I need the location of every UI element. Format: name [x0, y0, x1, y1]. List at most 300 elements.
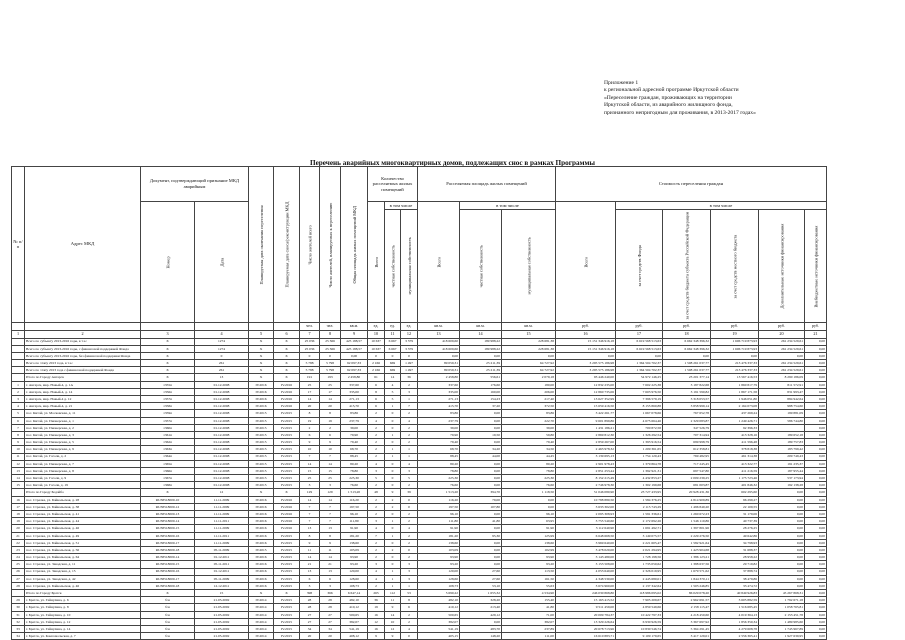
table-cell: 78,80: [341, 467, 368, 474]
table-cell: 01.12.2011: [195, 568, 249, 575]
table-cell: 1 745 967,89: [759, 626, 805, 633]
table-cell: 213 476 337,33: [711, 360, 759, 367]
header-doc-group: Документ, подтверждающий признание МКД аварийным: [141, 167, 249, 202]
table-cell: 12 832 235,00: [556, 381, 616, 388]
table-cell: 1361п: [141, 431, 195, 438]
table-row: [12, 611, 827, 618]
table-cell: 01.12.2008: [195, 396, 249, 403]
table-cell: 213,40: [460, 604, 502, 611]
table-cell: 0,00: [805, 467, 827, 474]
table-cell: 79,00: [460, 496, 502, 503]
table-cell: 482,10: [418, 597, 460, 604]
table-cell: 10: [320, 446, 341, 453]
table-cell: 187 955,44: [759, 467, 805, 474]
table-body: [12, 338, 827, 640]
table-cell: 0: [385, 482, 401, 489]
table-row: [12, 568, 827, 575]
table-cell: 225,30: [418, 475, 460, 482]
table-cell: 225,30: [341, 475, 368, 482]
table-cell: 125,99: [502, 532, 556, 539]
table-cell: 700 872,58: [616, 424, 663, 431]
table-cell: 1358п: [141, 403, 195, 410]
table-cell: 0,00: [759, 539, 805, 546]
table-cell: 0,00: [460, 352, 502, 359]
table-cell: 3 858 999,14: [663, 403, 711, 410]
table-cell: IV.2015: [274, 597, 300, 604]
col-number: 19: [711, 330, 759, 338]
table-cell: 10 637: [368, 345, 385, 352]
table-cell: 0: [385, 525, 401, 532]
table-cell: 79,40: [418, 439, 460, 446]
table-cell: 79,90: [341, 431, 368, 438]
table-cell: 68,70: [341, 446, 368, 453]
table-cell: 12: [385, 626, 401, 633]
table-cell: 10: [12, 446, 25, 453]
table-cell: RU38518000-17: [141, 539, 195, 546]
col-number: 18: [663, 330, 711, 338]
table-cell: г. Ангарск, мкр. Новый-4, д. 21: [25, 403, 141, 410]
table-cell: 394,70: [460, 489, 502, 496]
table-cell: 0,00: [460, 618, 502, 625]
table-cell: 4: [368, 417, 385, 424]
table-cell: 78,80: [418, 467, 460, 474]
table-cell: 4 218 450,60: [663, 611, 711, 618]
table-cell: б/н: [141, 604, 195, 611]
table-cell: 148,20: [460, 633, 502, 640]
table-cell: 372,50: [502, 403, 556, 410]
table-cell: 197,50: [341, 503, 368, 510]
table-cell: IV.2016: [274, 396, 300, 403]
table-cell: RU38518000-16: [141, 568, 195, 575]
table-cell: 2 158 115,47: [663, 604, 711, 611]
table-cell: 0,00: [805, 590, 827, 597]
table-cell: г. Братск, ул. Гайнулина, д. 14: [25, 626, 141, 633]
table-cell: IV.2014: [249, 626, 274, 633]
table-cell: 76,60: [341, 482, 368, 489]
table-cell: 0: [300, 352, 320, 359]
col-number: 21: [805, 330, 827, 338]
units-row: [12, 322, 827, 330]
table-cell: пос. Стрелка, ул. Заводская, д. 11: [25, 561, 141, 568]
table-cell: 3 112 640,90: [556, 525, 616, 532]
table-cell: 96,10: [502, 511, 556, 518]
table-cell: 2: [385, 496, 401, 503]
table-cell: 96,10: [418, 511, 460, 518]
table-row: [12, 575, 827, 582]
table-cell: 13: [300, 568, 320, 575]
header-cost-extra: Дополнительные источники финансирования: [759, 210, 805, 323]
table-cell: 3: [320, 482, 341, 489]
table-cell: 206,00: [502, 388, 556, 395]
header-cost-including: в том числе: [616, 202, 827, 210]
table-cell: 1 513,20: [418, 489, 460, 496]
table-cell: 19: [368, 604, 385, 611]
table-cell: 2 556 365,41: [711, 633, 759, 640]
header-area-group: Расселяемая площадь жилых помещений: [418, 167, 556, 202]
table-cell: 129: [320, 489, 341, 496]
table-cell: 38 479,86: [711, 575, 759, 582]
table-cell: 12.12.2011: [195, 582, 249, 589]
table-cell: 3: [320, 582, 341, 589]
table-cell: 7: [320, 511, 341, 518]
header-rooms-including: в том числе: [385, 202, 418, 210]
table-cell: 3: [368, 518, 385, 525]
table-cell: 0: [401, 503, 418, 510]
table-cell: 9 511 459,00: [556, 604, 616, 611]
table-cell: 24: [12, 554, 25, 561]
table-cell: 1 946 051,80: [711, 396, 759, 403]
table-row: [12, 503, 827, 510]
table-cell: 500,65: [341, 611, 368, 618]
appendix-line: «Переселение граждан, проживающих на территории: [604, 94, 732, 101]
table-cell: 44,45: [502, 453, 556, 460]
table-cell: 0,00: [460, 525, 502, 532]
table-cell: 3 633 302,00: [556, 503, 616, 510]
table-cell: 01.12.2008: [195, 439, 249, 446]
table-row: [12, 475, 827, 482]
table-cell: 14: [385, 611, 401, 618]
table-cell: RU38518000-15: [141, 525, 195, 532]
table-cell: пос. Стрелка, ул. Байкальская, д. 56: [25, 546, 141, 553]
table-cell: 6 647,14: [341, 590, 368, 597]
table-cell: 2 172 692,26: [616, 518, 663, 525]
table-cell: 79,40: [341, 439, 368, 446]
table-cell: г. Братск, ул. Гайнулина, д. 10: [25, 611, 141, 618]
unit-cell: ед.: [385, 322, 401, 330]
table-cell: IV.2016: [249, 539, 274, 546]
table-cell: IV.2016: [249, 388, 274, 395]
table-cell: 10 637: [368, 338, 385, 345]
table-cell: IV.2016: [249, 525, 274, 532]
header-rooms-total: Всего: [368, 202, 385, 323]
table-cell: 3 969 640,00: [556, 539, 616, 546]
header-rooms-municipal: муниципальная собственность: [401, 210, 418, 323]
table-cell: г. Ангарск, мкр. Новый-4, д. 14: [25, 388, 141, 395]
table-cell: 1 260 672,23: [663, 511, 711, 518]
table-cell: 189 988,22: [460, 338, 502, 345]
table-cell: 7 603 976,50: [616, 388, 663, 395]
table-cell: 12: [368, 618, 385, 625]
table-cell: 25 036: [300, 338, 320, 345]
table-cell: 54 972 146,25: [616, 374, 663, 381]
table-cell: IV.2015: [249, 460, 274, 467]
table-cell: 1 606 719 873,93: [711, 338, 759, 345]
table-row: [12, 582, 827, 589]
table-cell: 9: [300, 539, 320, 546]
table-cell: 01.12.2008: [195, 388, 249, 395]
table-cell: 01.12.2008: [195, 460, 249, 467]
table-cell: пос. Стрелка, ул. Байкальская, д. 41: [25, 511, 141, 518]
table-cell: 1: [385, 403, 401, 410]
table-cell: 4: [12, 403, 25, 410]
header-residents-total: Число жителей всего: [300, 167, 320, 323]
table-cell: 189 757,83: [759, 439, 805, 446]
table-cell: 11: [320, 546, 341, 553]
table-cell: Х: [249, 489, 274, 496]
table-cell: 3: [12, 396, 25, 403]
table-cell: 1 497: [401, 360, 418, 367]
table-cell: IV.2015: [249, 410, 274, 417]
table-row: [12, 554, 827, 561]
table-cell: 40 849 926,83: [711, 590, 759, 597]
table-cell: 410,12: [341, 604, 368, 611]
table-cell: RU38518000-18: [141, 582, 195, 589]
table-cell: 13: [300, 525, 320, 532]
table-row: [12, 496, 827, 503]
table-cell: 01.12.2008: [195, 424, 249, 431]
table-cell: 271,13: [418, 396, 460, 403]
table-cell: 261 234 529,61: [759, 345, 805, 352]
table-cell: IV.2015: [274, 532, 300, 539]
table-cell: IV.2015: [274, 568, 300, 575]
table-cell: Х: [274, 367, 300, 374]
header-rooms-group: Количество расселяемых жилых помещений: [368, 167, 418, 202]
table-cell: 111,80: [341, 518, 368, 525]
table-cell: IV.2016: [249, 554, 274, 561]
table-cell: 79,90: [418, 431, 460, 438]
table-cell: 261: [195, 360, 249, 367]
table-cell: 2 166: [368, 367, 385, 374]
table-cell: 2: [401, 539, 418, 546]
table-cell: 1 792 671,18: [759, 597, 805, 604]
table-cell: 108,73: [418, 582, 460, 589]
table-cell: Х: [274, 345, 300, 352]
header-cost-offbudget: Внебюджетные источники финансирования: [805, 210, 827, 323]
table-cell: 461 314,38: [711, 453, 759, 460]
unit-cell: ед.: [401, 322, 418, 330]
table-cell: 1 497: [401, 367, 418, 374]
table-cell: 0,00: [805, 511, 827, 518]
table-cell: 20 928 431,36: [663, 489, 711, 496]
table-cell: 4: [401, 525, 418, 532]
table-cell: 0,00: [805, 525, 827, 532]
table-cell: пос. Стрелка, ул. Байкальская, д. 46: [25, 582, 141, 589]
table-cell: IV.2014: [249, 597, 274, 604]
table-cell: 261: [195, 367, 249, 374]
table-cell: 5 798: [320, 360, 341, 367]
table-cell: пос. Стрелка, ул. Байкальская, д. 64: [25, 554, 141, 561]
table-cell: IV.2016: [249, 381, 274, 388]
table-cell: 0: [320, 352, 341, 359]
table-cell: 382,07: [341, 618, 368, 625]
table-total-row: [12, 590, 827, 597]
table-cell: IV.2015: [249, 439, 274, 446]
col-number: 20: [759, 330, 805, 338]
table-cell: 1 302 199,68: [616, 482, 663, 489]
table-cell: 160,00: [460, 388, 502, 395]
table-cell: 1 860 817,79: [711, 381, 759, 388]
table-cell: 13: [12, 467, 25, 474]
table-cell: 155,40: [502, 597, 556, 604]
table-cell: IV.2015: [274, 439, 300, 446]
table-cell: пос. Китой, ул. Пионерская, д. 8: [25, 467, 141, 474]
table-cell: 7 602 225,38: [616, 381, 663, 388]
table-cell: 1274: [195, 345, 249, 352]
table-cell: 64 727,92: [502, 360, 556, 367]
header-planned-resettle-date: Планируемая дата окончания переселения: [249, 167, 274, 323]
table-cell: 10 788 880,50: [556, 496, 616, 503]
table-cell: IV.2015: [249, 546, 274, 553]
table-cell: 12 860 735,06: [556, 388, 616, 395]
table-cell: 1 431 186,21: [556, 424, 616, 431]
table-cell: 0: [385, 352, 401, 359]
table-cell: пос. Стрелка, ул. Байкальская, д. 44: [25, 518, 141, 525]
table-cell: 1 058 765,81: [759, 604, 805, 611]
table-cell: 11.11.2009: [195, 496, 249, 503]
table-cell: 0,00: [460, 554, 502, 561]
table-cell: 237,79: [418, 417, 460, 424]
table-cell: 0,00: [805, 582, 827, 589]
table-cell: 45 267 868,31: [759, 590, 805, 597]
table-cell: 228 681,38: [502, 338, 556, 345]
table-cell: 6 662 348 396,32: [663, 338, 711, 345]
table-cell: 4 814 909,89: [663, 496, 711, 503]
table-cell: б/н: [141, 597, 195, 604]
table-cell: Х: [274, 374, 300, 381]
table-cell: 25: [320, 475, 341, 482]
table-cell: IV.2015: [274, 633, 300, 640]
table-cell: 1: [401, 446, 418, 453]
table-cell: 1 209 361,65: [616, 446, 663, 453]
table-cell: IV.2016: [274, 518, 300, 525]
table-cell: 7: [320, 503, 341, 510]
table-total-row: [12, 374, 827, 381]
table-cell: IV.2016: [249, 496, 274, 503]
table-cell: 59,80: [502, 431, 556, 438]
table-cell: 0: [385, 554, 401, 561]
table-cell: IV.2015: [274, 431, 300, 438]
table-cell: 0: [401, 496, 418, 503]
table-cell: 2: [401, 532, 418, 539]
table-cell: 197,50: [418, 503, 460, 510]
table-cell: 2: [385, 546, 401, 553]
table-cell: 5 690,22: [418, 590, 460, 597]
table-cell: 1356п: [141, 388, 195, 395]
table-cell: 482,10: [341, 597, 368, 604]
table-cell: 1: [401, 453, 418, 460]
table-cell: 91,90: [418, 525, 460, 532]
header-doc-date: Дата: [195, 202, 249, 323]
table-cell: 1 508 261 037,77: [663, 367, 711, 374]
table-cell: 14: [320, 460, 341, 467]
table-cell: 93,20: [502, 561, 556, 568]
table-cell: 1 423 904,68: [663, 546, 711, 553]
header-total-area: Общая площадь жилых помещений МКД: [341, 167, 368, 323]
table-cell: 64 727,92: [502, 367, 556, 374]
table-total-row: [12, 489, 827, 496]
table-cell: 3 379: [401, 345, 418, 352]
table-cell: 6: [300, 431, 320, 438]
table-cell: 405,15: [418, 633, 460, 640]
table-cell: 1 175 723,46: [711, 475, 759, 482]
unit-cell: ед.: [368, 322, 385, 330]
table-cell: 1 591 336,61: [616, 511, 663, 518]
appendix-line: признанного непригодным для проживания, в 2013-2017 годах»: [604, 109, 756, 116]
table-cell: 39: [401, 489, 418, 496]
table-cell: 612 358,81: [663, 446, 711, 453]
table-cell: 0: [385, 410, 401, 417]
table-cell: 27: [300, 618, 320, 625]
table-cell: IV.2015: [274, 626, 300, 633]
table-cell: пос. Стрелка, ул. Байкальская, д. 51: [25, 539, 141, 546]
table-cell: 265: [368, 590, 385, 597]
table-cell: IV.2016: [249, 561, 274, 568]
header-cost-fund: за счет средств Фонда: [616, 210, 663, 323]
table-cell: 25: [12, 561, 25, 568]
table-cell: 8: [368, 388, 385, 395]
table-cell: пос. Стрелка, ул. Байкальская, д. 49: [25, 532, 141, 539]
table-row: [12, 446, 827, 453]
table-cell: 19: [320, 417, 341, 424]
col-number: 6: [274, 330, 300, 338]
table-cell: 181,20: [418, 532, 460, 539]
table-cell: 0: [368, 352, 385, 359]
table-cell: 34: [12, 633, 25, 640]
table-cell: 9: [385, 489, 401, 496]
table-cell: 0,00: [805, 618, 827, 625]
unit-cell: кв.м.: [418, 322, 460, 330]
table-cell: 4: [401, 626, 418, 633]
appendix-note: [604, 80, 894, 117]
table-cell: 161,50: [502, 575, 556, 582]
table-cell: б/н: [141, 633, 195, 640]
table-cell: 20: [300, 633, 320, 640]
table-cell: 418 609,60: [418, 345, 460, 352]
table-cell: 2: [320, 424, 341, 431]
table-cell: 17: [12, 503, 25, 510]
table-cell: 6 930 926,59: [616, 618, 663, 625]
table-cell: 14: [300, 460, 320, 467]
table-cell: 602 295,60: [711, 489, 759, 496]
table-cell: IV.2015: [274, 482, 300, 489]
table-row: [12, 546, 827, 553]
table-cell: 12: [12, 460, 25, 467]
table-cell: 6: [300, 575, 320, 582]
table-cell: 1: [401, 582, 418, 589]
table-cell: 1 679 571,62: [663, 568, 711, 575]
table-cell: Х: [249, 338, 274, 345]
table-cell: 21: [12, 532, 25, 539]
col-number: 12: [401, 330, 418, 338]
table-cell: 28: [320, 597, 341, 604]
table-cell: 697 547,80: [663, 467, 711, 474]
table-cell: IV.2015: [274, 539, 300, 546]
table-cell: 32: [12, 618, 25, 625]
unit-cell: [249, 322, 274, 330]
table-cell: 53: [401, 590, 418, 597]
table-cell: 40 737,39: [711, 518, 759, 525]
table-cell: 0,00: [759, 503, 805, 510]
table-cell: 103,09: [341, 546, 368, 553]
col-number: 1: [12, 330, 25, 338]
table-cell: 541,19: [418, 626, 460, 633]
unit-cell: кв.м.: [502, 322, 556, 330]
col-number: 8: [320, 330, 341, 338]
table-cell: 3: [300, 582, 320, 589]
table-cell: 1 728 198,56: [616, 554, 663, 561]
table-cell: Х: [249, 352, 274, 359]
table-cell: 13 627 352,99: [556, 396, 616, 403]
table-cell: 01.12.2008: [195, 453, 249, 460]
table-cell: 12: [195, 489, 249, 496]
table-cell: 2 229 276,50: [663, 532, 711, 539]
table-cell: 89 059,31: [418, 367, 460, 374]
table-cell: 1 496 840,20: [663, 503, 711, 510]
table-cell: 2 095 308,93: [556, 511, 616, 518]
table-cell: 2 166: [368, 360, 385, 367]
table-cell: 1 503 246,85: [663, 582, 711, 589]
table-cell: 21.05.2002: [195, 611, 249, 618]
